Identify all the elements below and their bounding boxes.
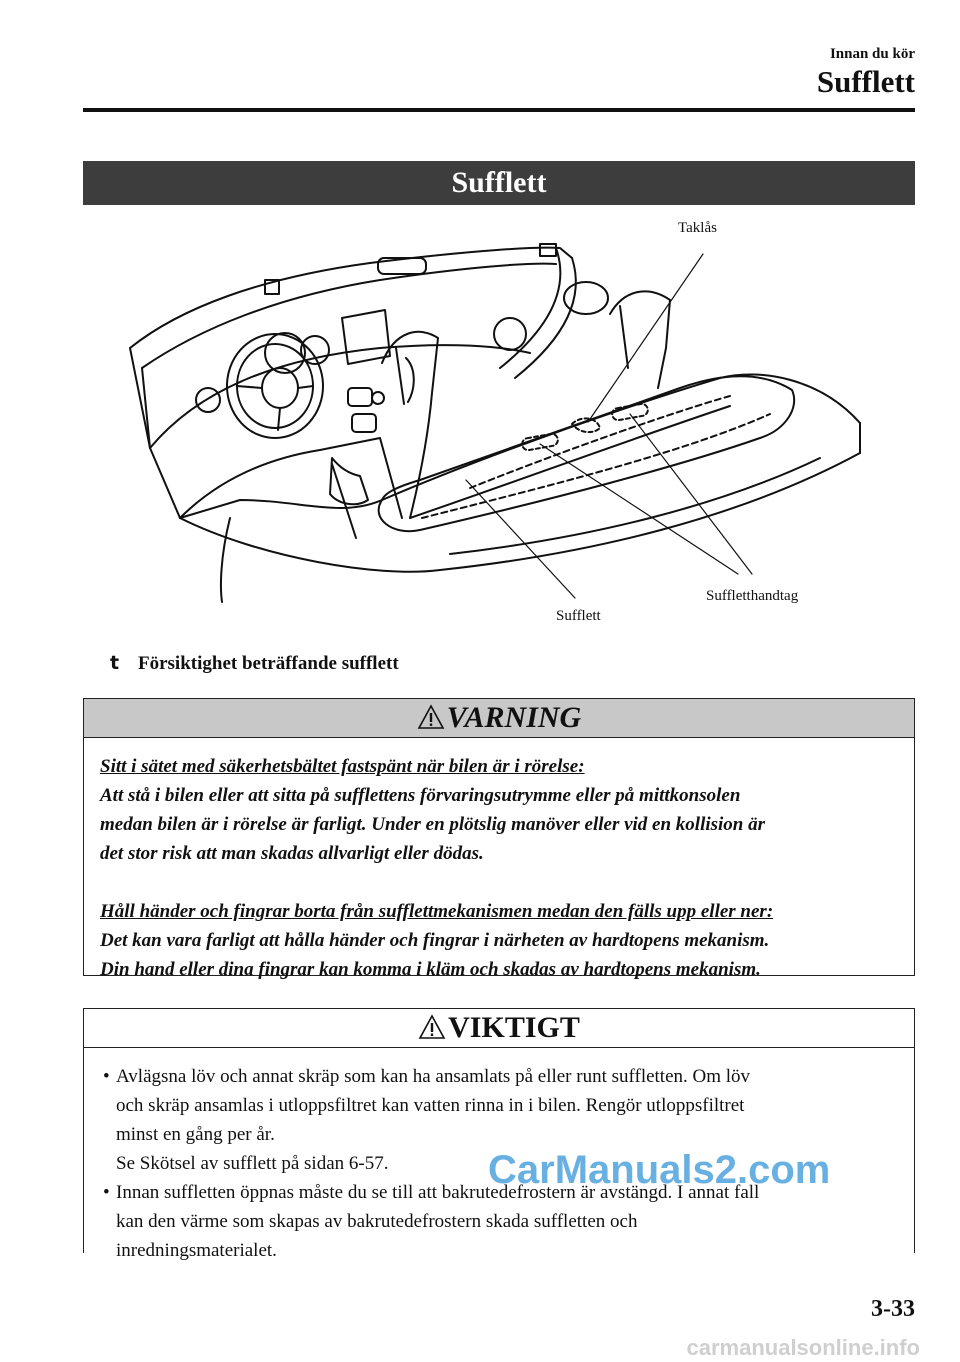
warning-p1-line: Att stå i bilen eller att sitta på sufflettens förvaringsutrymme eller på mittkonsolen xyxy=(100,785,741,806)
bullet-dot: • xyxy=(103,1066,110,1087)
warning-p2-line: Din hand eller dina fingrar kan komma i kläm och skadas av hardtopens mekanism. xyxy=(100,959,761,980)
car-interior-drawing xyxy=(120,218,880,638)
warning-triangle-icon xyxy=(418,1014,446,1040)
important-item2-line: kan den värme som skapas av bakrutedefrostern skada suffletten och xyxy=(116,1211,638,1232)
warning-title: VARNING xyxy=(446,701,582,734)
warning-body xyxy=(84,738,914,996)
warning-p2-heading: Håll händer och fingrar borta från sufflettmekanismen medan den fälls upp eller ner: xyxy=(100,901,774,922)
caution-heading xyxy=(110,652,399,675)
paragraph-gap xyxy=(100,868,896,897)
watermark: CarManuals2.com xyxy=(488,1148,831,1192)
important-item1-line: och skräp ansamlas i utloppsfiltret kan vatten rinna in i bilen. Rengör utloppsfiltret xyxy=(116,1095,745,1116)
bullet-dot: • xyxy=(103,1182,110,1203)
caution-text: Försiktighet beträffande sufflett xyxy=(138,653,399,674)
caution-marker: t xyxy=(110,652,120,674)
page-number: 3-33 xyxy=(871,1296,915,1322)
warning-triangle-icon xyxy=(417,704,445,730)
important-title: VIKTIGT xyxy=(448,1011,580,1044)
label-taklas: Taklås xyxy=(678,220,717,236)
warning-p1-line: det stor risk att man skadas allvarligt eller dödas. xyxy=(100,843,484,864)
warning-p2-line: Det kan vara farligt att hålla händer och fingrar i närheten av hardtopens mekanism. xyxy=(100,930,770,951)
warning-header xyxy=(84,699,914,738)
important-item2-line: inredningsmaterialet. xyxy=(116,1240,277,1261)
warning-p1-heading: Sitt i sätet med säkerhetsbältet fastspänt när bilen är i rörelse: xyxy=(100,756,585,777)
convertible-illustration xyxy=(120,218,880,638)
footer-url: carmanualsonline.info xyxy=(686,1335,920,1360)
important-box xyxy=(83,1008,915,1261)
warning-p1-line: medan bilen är i rörelse är farligt. Under en plötslig manöver eller vid en kollision är xyxy=(100,814,766,835)
important-item1-line: minst en gång per år. xyxy=(116,1124,275,1145)
important-item1-line: Avlägsna löv och annat skräp som kan ha ansamlats på eller runt suffletten. Om löv xyxy=(116,1066,751,1087)
important-item2-line: Innan suffletten öppnas måste du se till att bakrutedefrostern är avstängd. I annat fall xyxy=(116,1182,760,1203)
header-rule xyxy=(83,108,915,112)
label-sufflett: Sufflett xyxy=(556,608,601,624)
important-item1-line: Se Skötsel av sufflett på sidan 6-57. xyxy=(116,1153,389,1174)
label-suffletthandtag: Suffletthandtag xyxy=(706,588,799,604)
header-section-name: Innan du kör xyxy=(829,46,915,62)
section-title: Sufflett xyxy=(83,161,915,205)
warning-box xyxy=(83,698,915,980)
header-page-title: Sufflett xyxy=(816,64,915,99)
important-header xyxy=(84,1009,914,1048)
